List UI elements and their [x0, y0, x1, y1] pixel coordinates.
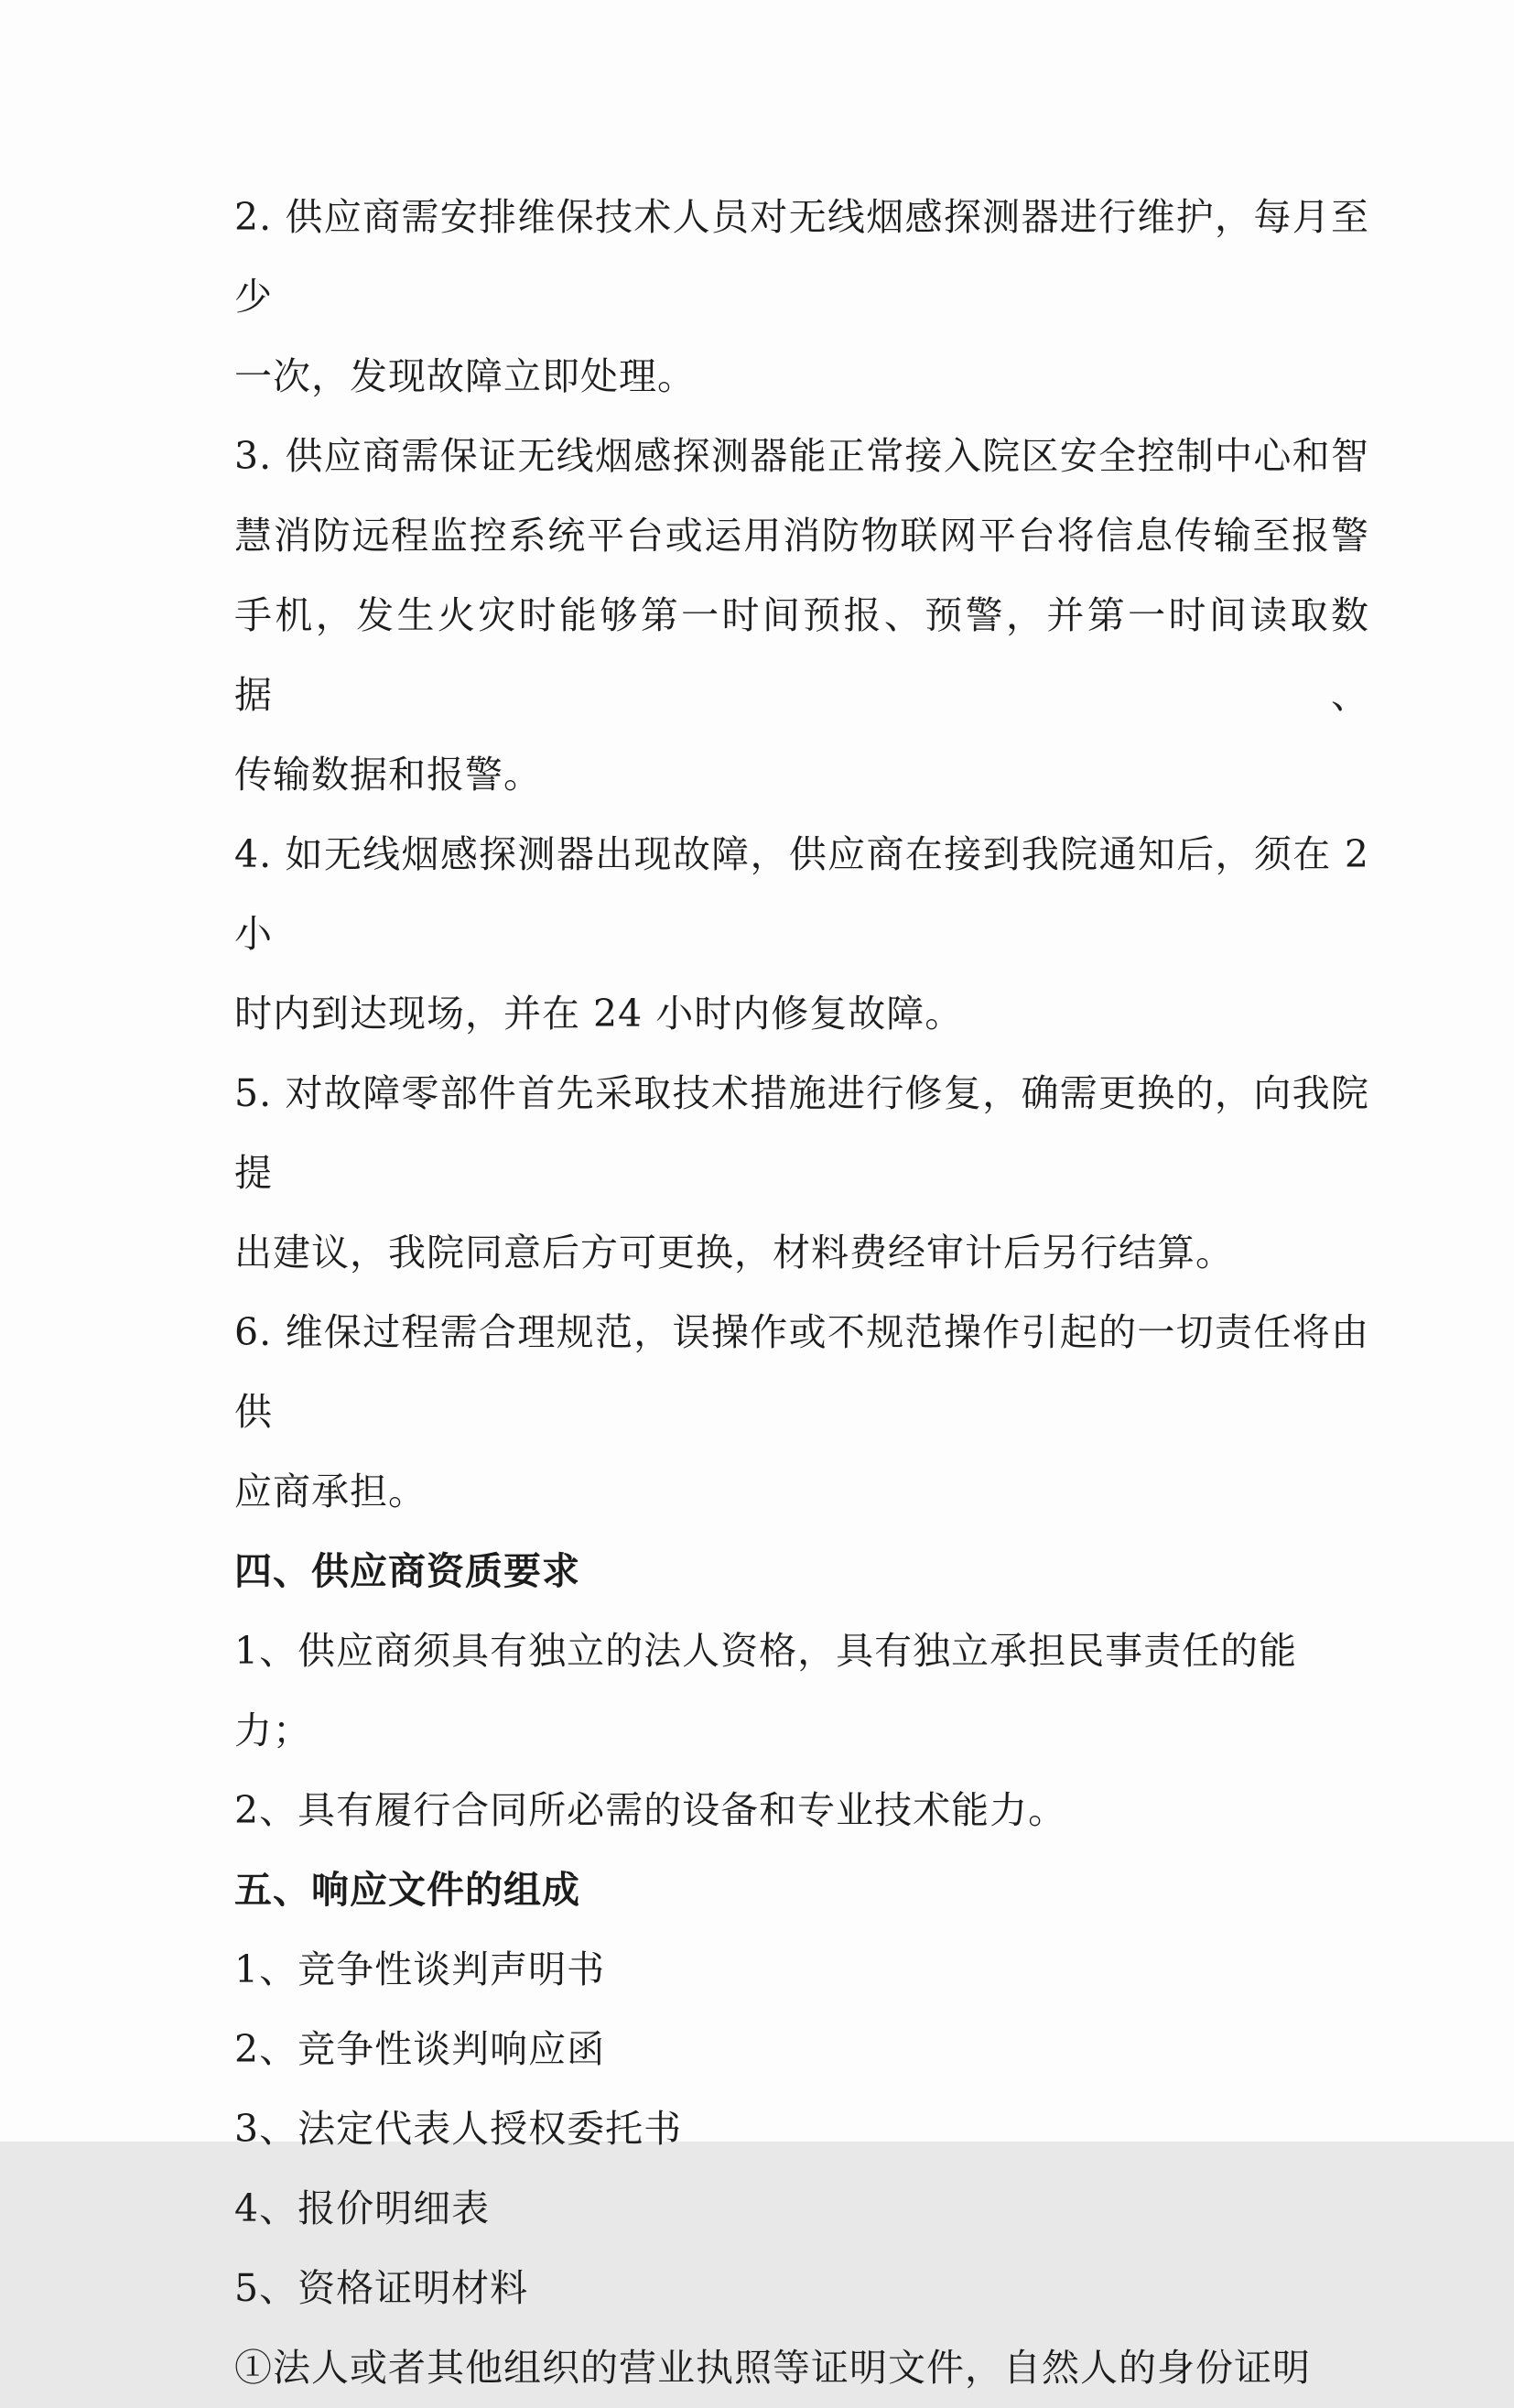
paragraph [234, 1771, 1369, 1850]
text-line: 5、资格证明材料 [234, 2266, 529, 2310]
document-body [234, 178, 1369, 2408]
paragraph [234, 1611, 1369, 1771]
text-line: 2. 供应商需安排维保技术人员对无线烟感探测器进行维护，每月至少 [234, 195, 1369, 319]
paragraph [234, 2010, 1369, 2089]
paragraph [234, 1930, 1369, 2010]
text-line: 1、供应商须具有独立的法人资格，具有独立承担民事责任的能力； [234, 1629, 1298, 1752]
paragraph [234, 2249, 1369, 2328]
text-line: 出建议，我院同意后方可更换，材料费经审计后另行结算。 [234, 1231, 1234, 1275]
section-heading [234, 1532, 1369, 1611]
paragraph [234, 815, 1369, 1054]
paragraph [234, 417, 1369, 815]
text-line: 应商承担。 [234, 1470, 427, 1513]
section-heading [234, 1850, 1369, 1930]
text-line: 时内到达现场，并在 24 小时内修复故障。 [234, 992, 964, 1036]
text-line: 传输数据和报警。 [234, 753, 542, 797]
text-line: 1、竞争性谈判声明书 [234, 1947, 606, 1991]
text-line: 4. 如无线烟感探测器出现故障，供应商在接到我院通知后，须在 2 小 [234, 832, 1369, 956]
text-line: 5. 对故障零部件首先采取技术措施进行修复，确需更换的，向我院提 [234, 1071, 1369, 1195]
text-line: ①法人或者其他组织的营业执照等证明文件，自然人的身份证明 [234, 2346, 1311, 2390]
text-line: 五、响应文件的组成 [234, 1868, 580, 1912]
paragraph [234, 1054, 1369, 1293]
text-line: 一次，发现故障立即处理。 [234, 354, 696, 398]
text-line: 2、竞争性谈判响应函 [234, 2027, 606, 2071]
paragraph [234, 2169, 1369, 2249]
paragraph [234, 178, 1369, 417]
text-line: 4、报价明细表 [234, 2186, 491, 2230]
paragraph [234, 1293, 1369, 1532]
text-line: 慧消防远程监控系统平台或运用消防物联网平台将信息传输至报警 [234, 514, 1369, 558]
text-line: 3、法定代表人授权委托书 [234, 2107, 683, 2151]
text-line: 2、具有履行合同所必需的设备和专业技术能力。 [234, 1788, 1067, 1832]
text-line: 3. 供应商需保证无线烟感探测器能正常接入院区安全控制中心和智 [234, 434, 1369, 478]
paragraph [234, 2089, 1369, 2169]
text-line: 四、供应商资质要求 [234, 1549, 580, 1593]
text-line: 手机，发生火灾时能够第一时间预报、预警，并第一时间读取数据、 [234, 593, 1369, 717]
paragraph [234, 2328, 1369, 2408]
text-line: 6. 维保过程需合理规范，误操作或不规范操作引起的一切责任将由供 [234, 1310, 1369, 1434]
